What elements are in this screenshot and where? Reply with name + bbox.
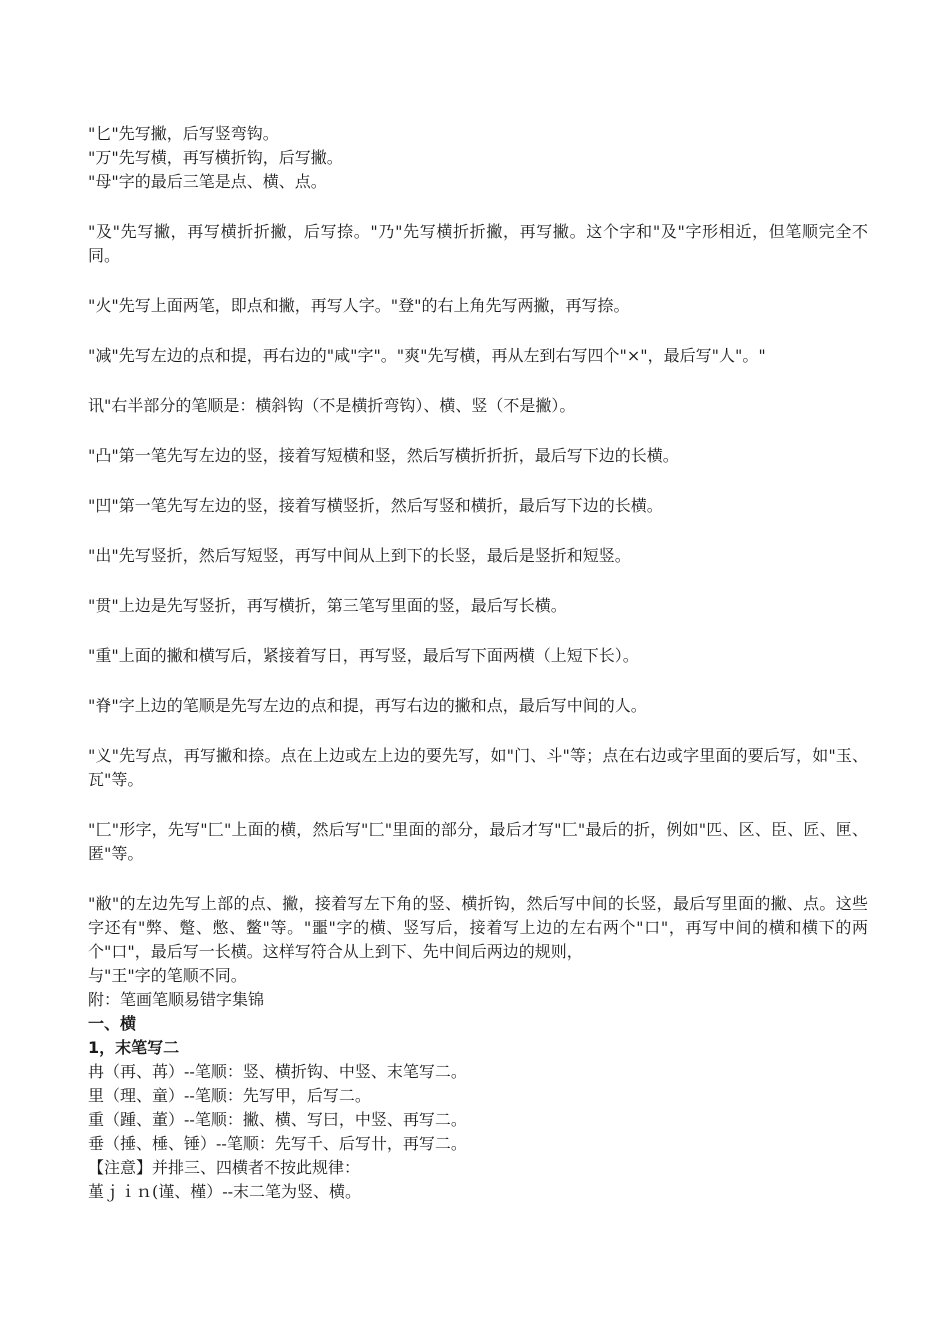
paragraph-fang <box>88 818 868 866</box>
list-item: 冉（再、苒）--笔顺：竖、横折钩、中竖、末笔写二。 <box>88 1062 467 1081</box>
paragraph-tu <box>88 444 868 468</box>
paragraph-text: "敝"的左边先写上部的点、撇，接着写左下角的竖、横折钩，然后写中间的长竖，最后写里面的撇、点。这些字还有"弊、蹩、憋、鳖"等。"噩"字的横、竖写后，接着写上边的左右两个"口"，再写中间的横和横下的两个"口"，最后写一长横。这样写符合从上到下、先中间后两边的规则， <box>88 894 868 961</box>
paragraph-text: "减"先写左边的点和提，再右边的"咸"字"。"爽"先写横，再从左到右写四个"×"，最后写"人"。" <box>88 346 766 365</box>
paragraph-huo <box>88 294 868 318</box>
paragraph-text: 讯"右半部分的笔顺是：横斜钩（不是横折弯钩）、横、竖（不是撇）。 <box>88 396 576 415</box>
paragraph-text: "凹"第一笔先写左边的竖，接着写横竖折，然后写竖和横折，最后写下边的长横。 <box>88 496 663 515</box>
paragraph-ji2 <box>88 694 868 718</box>
paragraph-text: "重"上面的撇和横写后，紧接着写日，再写竖，最后写下面两横（上短下长）。 <box>88 646 639 665</box>
paragraph-ji <box>88 220 868 268</box>
paragraph-chu <box>88 544 868 568</box>
paragraph-bi <box>88 892 868 988</box>
paragraph-ao <box>88 494 868 518</box>
text-line: "母"字的最后三笔是点、横、点。 <box>88 172 327 191</box>
paragraph-text: "义"先写点，再写撇和捺。点在上边或左上边的要先写，如"门、斗"等；点在右边或字里面的要后写，如"玉、瓦"等。 <box>88 746 868 789</box>
paragraph-xun <box>88 394 868 418</box>
paragraph-text: "贯"上边是先写竖折，再写横折，第三笔写里面的竖，最后写长横。 <box>88 596 567 615</box>
paragraph-block-1 <box>88 122 868 194</box>
paragraph-zhong <box>88 644 868 668</box>
paragraph-text: "脊"字上边的笔顺是先写左边的点和提，再写右边的撇和点，最后写中间的人。 <box>88 696 647 715</box>
document-body <box>88 122 868 1204</box>
list-item: 里（理、童）--笔顺：先写甲，后写二。 <box>88 1086 371 1105</box>
paragraph-jian <box>88 344 868 368</box>
paragraph-text: 与"王"字的笔顺不同。 <box>88 966 247 985</box>
list-item: 堇ｊｉｎ(谨、槿）--末二笔为竖、横。 <box>88 1182 362 1201</box>
paragraph-text: "及"先写撇，再写横折折撇，后写捺。"乃"先写横折折撇，再写撇。这个字和"及"字形相近，但笔顺完全不同。 <box>88 222 868 265</box>
list-item: 重（踵、董）--笔顺：撇、横、写曰，中竖、再写二。 <box>88 1110 467 1129</box>
text-line: "万"先写横，再写横折钩，后写撇。 <box>88 148 343 167</box>
list-item: 垂（捶、棰、锤）--笔顺：先写千、后写卄，再写二。 <box>88 1134 467 1153</box>
paragraph-text: "匚"形字，先写"匚"上面的横，然后写"匚"里面的部分，最后才写"匚"最后的折，例如"匹、区、臣、匠、匣、匿"等。 <box>88 820 868 863</box>
paragraph-text: "出"先写竖折，然后写短竖，再写中间从上到下的长竖，最后是竖折和短竖。 <box>88 546 631 565</box>
note-line: 【注意】并排三、四横者不按此规律： <box>88 1158 361 1177</box>
text-line: "匕"先写撇，后写竖弯钩。 <box>88 124 279 143</box>
paragraph-text: "凸"第一笔先写左边的竖，接着写短横和竖，然后写横折折折，最后写下边的长横。 <box>88 446 679 465</box>
paragraph-text: "火"先写上面两笔，即点和撇，再写人字。"登"的右上角先写两撇，再写捺。 <box>88 296 630 315</box>
subsection-heading: 1，末笔写二 <box>88 1038 180 1057</box>
paragraph-yi <box>88 744 868 792</box>
paragraph-guan <box>88 594 868 618</box>
section-heading: 一、横 <box>88 1014 137 1033</box>
appendix-title: 附：笔画笔顺易错字集锦 <box>88 990 265 1009</box>
